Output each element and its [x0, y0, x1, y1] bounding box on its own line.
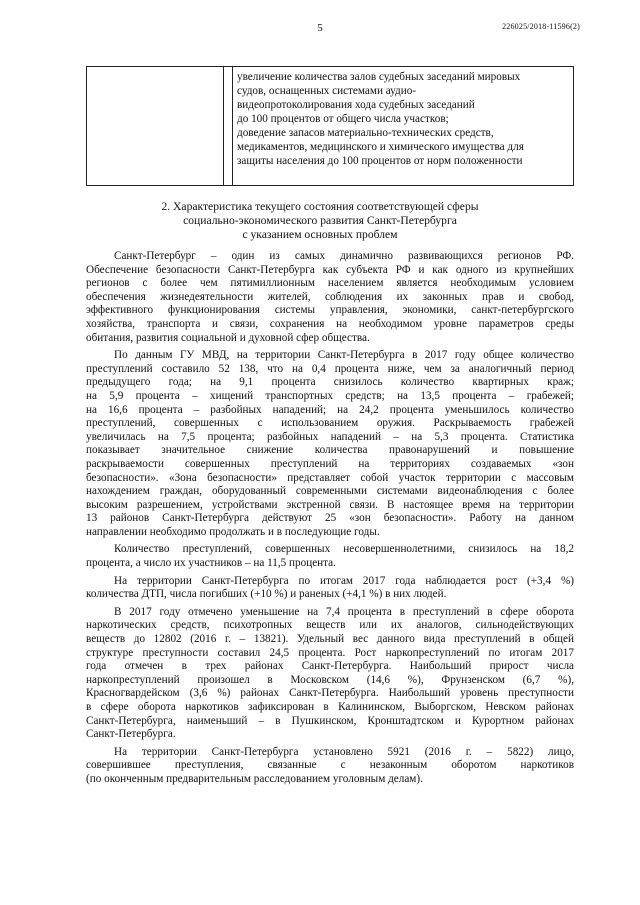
paragraph-line: процента, а число их участников – на 11,5 процента.: [86, 557, 336, 570]
table-cell-text: [233, 67, 573, 185]
paragraph-line: регионов с более чем пятимиллионным населением является необходимым условием: [86, 277, 574, 290]
paragraph-line: количества ДТП, числа погибших (+10 %) и раненых (+4,1 %) в них людей.: [86, 588, 447, 601]
section-heading: [0, 200, 640, 242]
paragraph-line: на 16,6 процента – разбойных нападений; на 24,2 процента уменьшилось количество: [86, 403, 574, 416]
paragraph-line: раскрываемости совершенных преступлений на территориях создаваемых «зон: [86, 457, 574, 470]
table-text-line: судов, оснащенных системами аудио-: [237, 85, 417, 97]
paragraph: [86, 606, 574, 742]
paragraph-line: совершившее преступления, связанные с незаконным оборотом наркотиков: [86, 759, 574, 772]
section-heading-line: с указанием основных проблем: [242, 228, 398, 241]
paragraph-line: структуре преступности составил 24,5 процента. Рост наркопреступлений по итогам 2017: [86, 646, 574, 659]
measures-table: [86, 66, 574, 186]
paragraph-line: Количество преступлений, совершенных несовершеннолетними, снизилось на 18,2: [114, 543, 574, 556]
paragraph-line: обитания, развития социальной и духовной сфер общества.: [86, 331, 370, 344]
table-text-line: защиты населения до 100 процентов от норм положенности: [237, 155, 523, 167]
paragraph-line: хозяйства, транспорта и связи, сохранения на необходимом уровне параметров среды: [86, 317, 574, 330]
paragraph-line: наркотических средств, психотропных веществ или их аналогов, сильнодействующих: [86, 619, 574, 632]
section-heading-line: 2. Характеристика текущего состояния соответствующей сферы: [161, 200, 479, 213]
table-text-line: медикаментов, медицинского и химического имущества для: [237, 141, 524, 153]
paragraph-line: года отмечен в трех районах Санкт-Петербурга. Наибольший прирост числа: [86, 660, 574, 673]
table-text-line: увеличение количества залов судебных заседаний мировых: [237, 71, 521, 83]
paragraph-line: Санкт-Петербург – один из самых динамично развивающихся регионов РФ.: [114, 250, 574, 262]
table-text-line: до 100 процентов от общего числа участков;: [237, 113, 449, 125]
paragraph-line: 13 районов Санкт-Петербурга действуют 25 «зон безопасности». Работу на данном: [86, 512, 574, 525]
paragraph-line: (по оконченным предварительным расследованием уголовным делам).: [86, 772, 423, 785]
paragraph-line: нахождением граждан, оборудованный современными системами видеонаблюдения с более: [86, 485, 574, 498]
paragraph-line: наркопреступлений произошел в Московском (14,6 %), Фрунзенском (6,7 %),: [86, 673, 574, 686]
paragraph: [86, 543, 574, 570]
paragraph-line: Обеспечение безопасности Санкт-Петербурга как субъекта РФ и как одного из крупнейших: [86, 263, 574, 276]
document-id: 226025/2018-11596(2): [502, 22, 580, 31]
paragraph-line: преступлений, совершенных с использованием оружия. Раскрываемость грабежей: [86, 417, 574, 430]
paragraph-line: По данным ГУ МВД, на территории Санкт-Петербурга в 2017 году общее количество: [114, 349, 574, 362]
paragraph-line: эффективного функционирования системы управления, экономики, санкт-петербургского: [86, 304, 574, 317]
table-text-line: доведение запасов материально-технических средств,: [237, 127, 494, 139]
paragraph-line: Красногвардейском (3,6 %) районах Санкт-Петербурга. Наибольший уровень преступности: [86, 687, 574, 700]
paragraph-line: высоким разрешением, устройствами экстренной связи. В настоящее время на территории: [86, 498, 574, 511]
paragraph-line: увеличилась на 7,5 процента; разбойных нападений – на 5,3 процента. Статистика: [86, 430, 574, 443]
paragraph: [86, 250, 574, 345]
table-cell-empty-1: [87, 67, 224, 185]
paragraph-line: обеспечения жизнедеятельности жителей, соблюдения их законных прав и свобод,: [86, 290, 574, 303]
paragraph: [86, 746, 574, 787]
paragraph-line: В 2017 году отмечено уменьшение на 7,4 процента в преступлений в сфере оборота: [114, 605, 574, 618]
paragraph-line: На территории Санкт-Петербурга по итогам 2017 года наблюдается рост (+3,4 %): [114, 574, 574, 587]
paragraph-line: На территории Санкт-Петербурга установлено 5921 (2016 г. – 5822) лицо,: [114, 745, 574, 758]
paragraph-line: предыдущего года; на 9,1 процента снизилось количество квартирных краж;: [86, 376, 574, 389]
paragraph-line: Санкт-Петербурга, наименьший – в Пушкинском, Кронштадтском и Курортном районах: [86, 714, 574, 727]
section-heading-line: социально-экономического развития Санкт-Петербурга: [183, 214, 457, 227]
paragraph-line: Санкт-Петербурга.: [86, 728, 176, 741]
paragraph-line: в сфере оборота наркотиков зафиксирован в Калининском, Выборгском, Невском районах: [86, 701, 574, 713]
table-cell-empty-2: [224, 67, 233, 185]
paragraph-line: на 5,9 процента – хищений транспортных средств; на 13,5 процента – грабежей;: [86, 389, 574, 402]
document-body: [86, 250, 574, 791]
paragraph-line: преступлений составило 52 138, что на 0,4 процента ниже, чем за аналогичный период: [86, 362, 574, 375]
paragraph-line: направлении необходимо продолжать и в последующие годы.: [86, 525, 380, 538]
paragraph-line: показывает значительное снижение количества правонарушений и повышение: [86, 444, 574, 457]
paragraph-line: безопасности». «Зона безопасности» представляет собой участок территории с массовым: [86, 471, 574, 484]
page-number: 5: [317, 22, 323, 34]
paragraph-line: веществ до 12802 (2016 г. – 13821). Удельный вес данного вида преступлений в общей: [86, 633, 574, 646]
paragraph: [86, 575, 574, 602]
table-text-line: видеопротоколирования хода судебных заседаний: [237, 99, 475, 111]
paragraph: [86, 349, 574, 539]
